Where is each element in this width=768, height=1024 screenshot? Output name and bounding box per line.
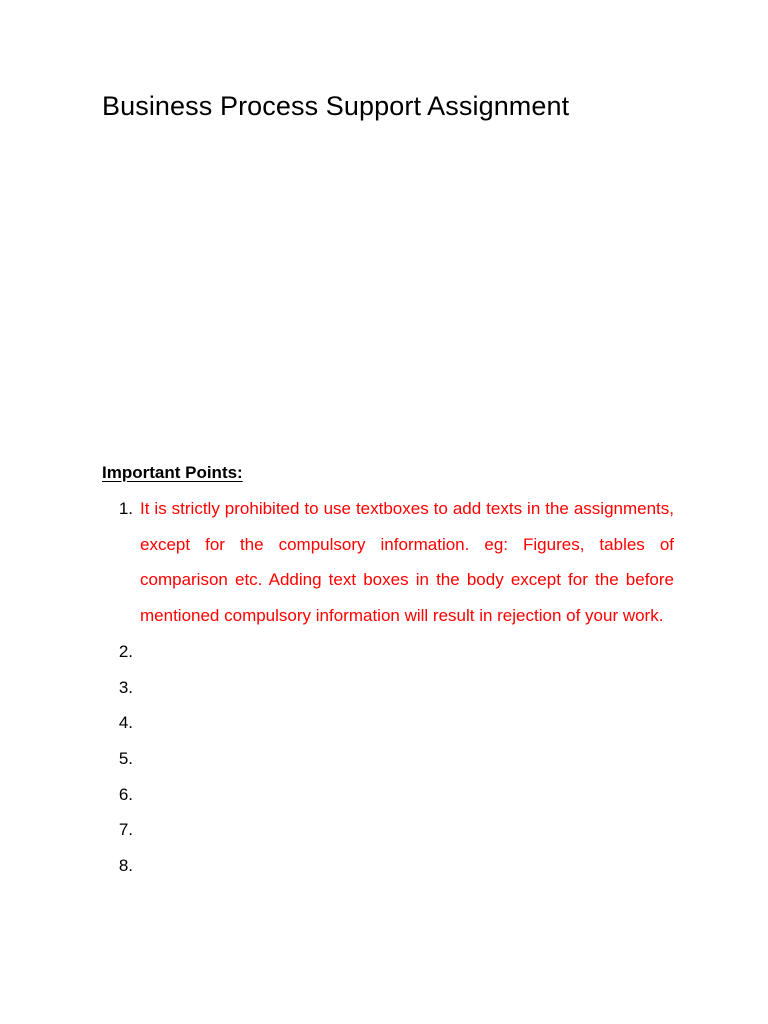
list-item-number: 4. bbox=[118, 713, 133, 733]
list-item bbox=[102, 491, 674, 634]
list-item bbox=[102, 777, 674, 813]
list-item-text bbox=[140, 777, 674, 813]
list-item-number: 8. bbox=[118, 856, 133, 876]
list-item-text: It is strictly prohibited to use textboxes to add texts in the assignments, except for the compulsory information. eg: Figures, tables of comparison etc. Adding text boxes in the body except for the before mentioned compulsory information will result in rejection of your work. bbox=[140, 499, 674, 626]
list-item-text bbox=[140, 705, 674, 741]
list-item-number: 1. bbox=[118, 499, 133, 518]
list-item bbox=[102, 812, 674, 848]
list-item bbox=[102, 670, 674, 706]
list-item bbox=[102, 741, 674, 777]
list-item-number: 5. bbox=[118, 748, 133, 768]
list-item-text bbox=[140, 812, 674, 848]
list-item bbox=[102, 705, 674, 741]
list-item-text bbox=[140, 634, 674, 670]
list-item bbox=[102, 634, 674, 670]
document-title: Business Process Support Assignment bbox=[102, 91, 570, 121]
list-item-text bbox=[140, 670, 674, 706]
important-points-list bbox=[102, 491, 674, 884]
list-item bbox=[102, 848, 674, 884]
list-item-number: 7. bbox=[118, 820, 133, 840]
list-item-text bbox=[140, 848, 674, 884]
list-item-number: 2. bbox=[118, 641, 133, 661]
list-item-text bbox=[140, 741, 674, 777]
list-item-number: 3. bbox=[118, 677, 133, 697]
important-points-heading: Important Points: bbox=[102, 463, 243, 482]
list-item-number: 6. bbox=[118, 784, 133, 804]
